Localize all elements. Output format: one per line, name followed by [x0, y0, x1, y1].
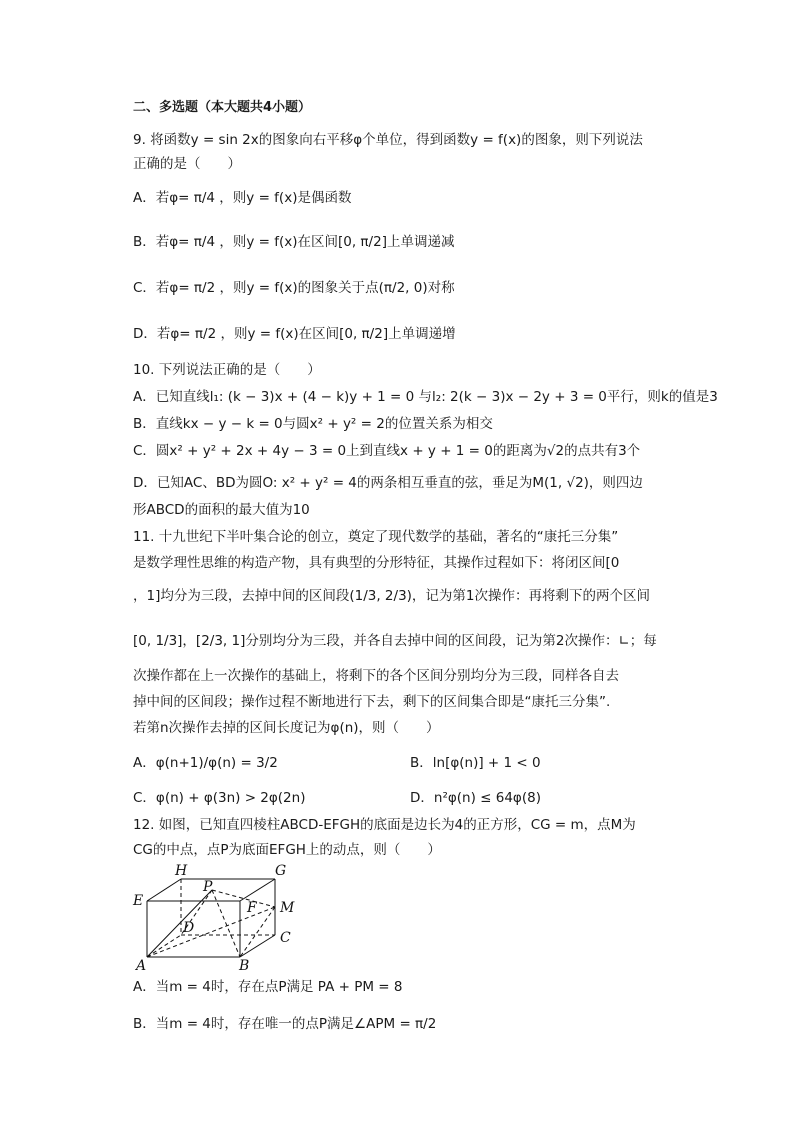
- label-E: E: [133, 893, 144, 909]
- label-F: F: [247, 900, 257, 916]
- label-B: B: [239, 958, 250, 973]
- prism-figure: [125, 858, 310, 973]
- segment-AP: [147, 890, 212, 957]
- label-H: H: [175, 863, 188, 879]
- q12-stem-line-2: CG的中点，点P为底面EFGH上的动点，则（ ）: [133, 842, 441, 858]
- q11-stem-line-7: 若第n次操作去掉的区间长度记为φ(n)，则（ ）: [133, 720, 440, 736]
- q11-stem-line-1: 11. 十九世纪下半叶集合论的创立，奠定了现代数学的基础，著名的“康托三分集”: [133, 529, 619, 545]
- q11-stem-line-2: 是数学理性思维的构造产物，具有典型的分形特征，其操作过程如下：将闭区间[0: [133, 555, 620, 571]
- section-heading: 二、多选题（本大题共4小题）: [133, 100, 312, 115]
- q10-stem: 10. 下列说法正确的是（ ）: [133, 362, 321, 378]
- q12-option-a: A．当m = 4时，存在点P满足 PA + PM = 8: [133, 979, 403, 995]
- q11-option-a: A．φ(n+1)/φ(n) = 3/2: [133, 755, 278, 771]
- q11-option-d: D．n²φ(n) ≤ 64φ(8): [410, 790, 541, 806]
- q10-option-d-line-2: 形ABCD的面积的最大值为10: [133, 502, 310, 518]
- label-D: D: [183, 920, 195, 936]
- label-C: C: [280, 930, 291, 946]
- label-P: P: [203, 879, 213, 895]
- q10-option-a: A．已知直线l₁: (k − 3)x + (4 − k)y + 1 = 0 与l₂: 2(k − 3)x − 2y + 3 = 0平行，则k的值是3: [133, 389, 718, 405]
- label-A: A: [136, 958, 147, 973]
- q9-option-c: C．若φ= π/2 ，则y = f(x)的图象关于点(π/2, 0)对称: [133, 280, 455, 296]
- edge-FG: [240, 879, 275, 901]
- q9-option-a: A．若φ= π/4 ，则y = f(x)是偶函数: [133, 190, 352, 206]
- q11-option-b: B．ln[φ(n)] + 1 < 0: [410, 755, 541, 771]
- q11-stem-line-6: 掉中间的区间段；操作过程不断地进行下去，剩下的区间集合即是“康托三分集”.: [133, 694, 611, 710]
- q10-option-c: C．圆x² + y² + 2x + 4y − 3 = 0上到直线x + y + 1 = 0的距离为√2的点共有3个: [133, 443, 641, 459]
- q10-option-b: B．直线kx − y − k = 0与圆x² + y² = 2的位置关系为相交: [133, 416, 493, 432]
- q11-stem-line-5: 次操作都在上一次操作的基础上，将剩下的各个区间分别均分为三段，同样各自去: [133, 668, 619, 684]
- q12-stem-line-1: 12. 如图，已知直四棱柱ABCD-EFGH的底面是边长为4的正方形，CG = m，点M为: [133, 817, 636, 833]
- q10-option-d-line-1: D．已知AC、BD为圆O: x² + y² = 4的两条相互垂直的弦，垂足为M(1, √2)，则四边: [133, 475, 643, 491]
- q11-stem-line-4: [0, 1/3]，[2/3, 1]分别均分为三段，并各自去掉中间的区间段，记为第2次操作：∟；每: [133, 633, 657, 649]
- edge-EH: [147, 879, 181, 901]
- q11-stem-line-3: ，1]均分为三段，去掉中间的区间段(1/3, 2/3)，记为第1次操作：再将剩下的两个区间: [133, 588, 651, 604]
- segment-PB: [212, 890, 240, 957]
- q11-option-c: C．φ(n) + φ(3n) > 2φ(2n): [133, 790, 306, 806]
- label-G: G: [275, 863, 287, 879]
- q12-option-b: B．当m = 4时，存在唯一的点P满足∠APM = π/2: [133, 1016, 437, 1032]
- q9-option-d: D．若φ= π/2 ，则y = f(x)在区间[0, π/2]上单调递增: [133, 326, 456, 342]
- q9-stem-line-1: 9. 将函数y = sin 2x的图象向右平移φ个单位，得到函数y = f(x)的图象，则下列说法: [133, 132, 643, 148]
- label-M: M: [280, 900, 295, 916]
- edge-BC: [240, 935, 275, 957]
- q9-option-b: B．若φ= π/4 ，则y = f(x)在区间[0, π/2]上单调递减: [133, 234, 455, 250]
- q9-stem-line-2: 正确的是（ ）: [133, 156, 241, 172]
- segment-MB: [240, 907, 275, 957]
